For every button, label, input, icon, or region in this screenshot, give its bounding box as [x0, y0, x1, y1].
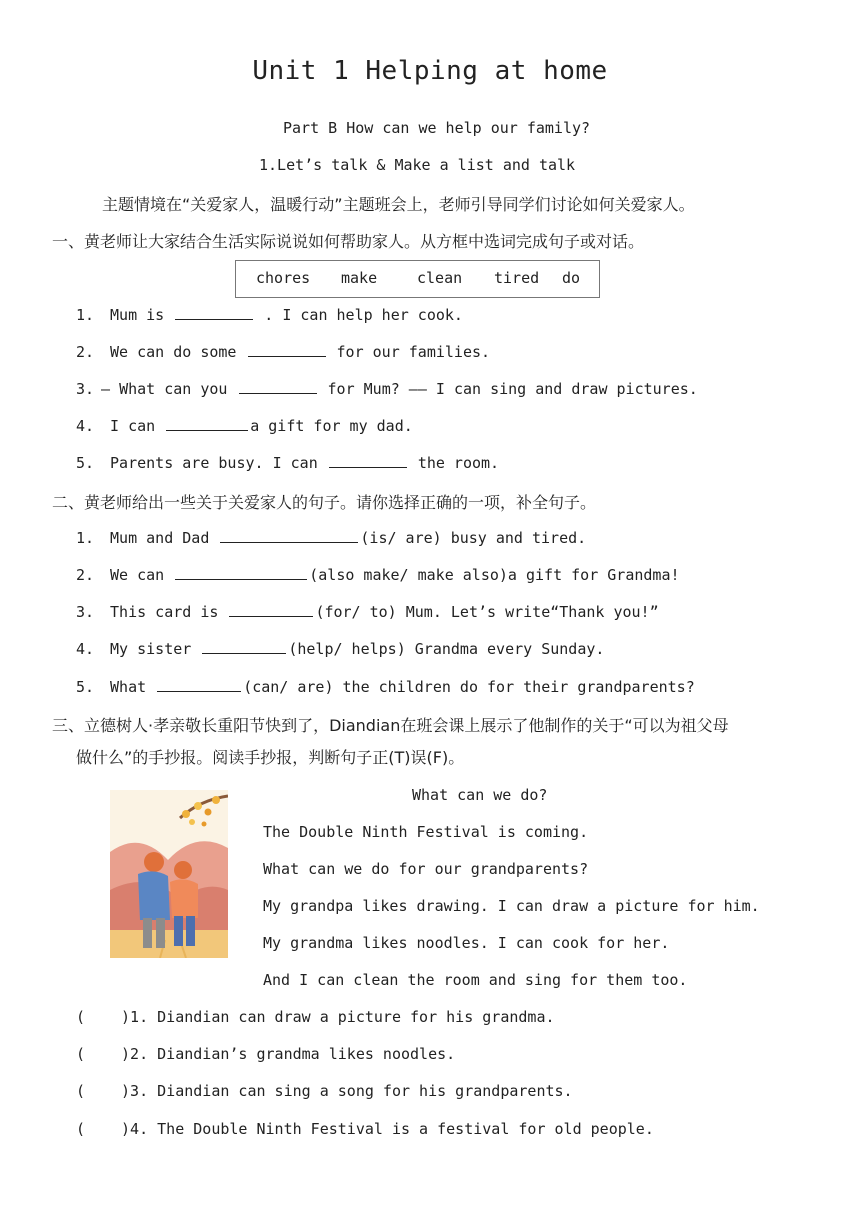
answer-blank[interactable]	[220, 528, 358, 543]
s1-item-5: 5. Parents are busy. I can the room.	[76, 454, 500, 472]
reading-line: What can we do for our grandparents?	[263, 860, 589, 878]
judgment-item: ( )3. Diandian can sing a song for his grandparents.	[76, 1082, 573, 1100]
section2-heading: 二、黄老师给出一些关于关爱家人的句子。请你选择正确的一项，补全句子。	[52, 493, 597, 512]
subtitle: Part B How can we help our family?	[283, 119, 591, 137]
lesson-title: 1.Let’s talk & Make a list and talk	[259, 156, 576, 174]
s2-item-4: 4. My sister (help/ helps) Grandma every Sunday.	[76, 640, 605, 658]
answer-blank[interactable]	[229, 602, 313, 617]
judgment-item: ( )2. Diandian’s grandma likes noodles.	[76, 1045, 456, 1063]
answer-blank[interactable]	[175, 305, 253, 320]
grandparents-illustration	[110, 790, 228, 958]
page-title: Unit 1 Helping at home	[252, 56, 608, 86]
reading-line: The Double Ninth Festival is coming.	[263, 823, 589, 841]
answer-blank[interactable]	[166, 416, 248, 431]
judgment-item: ( )4. The Double Ninth Festival is a festival for old people.	[76, 1120, 654, 1138]
s1-item-4: 4. I can a gift for my dad.	[76, 417, 413, 435]
word-option: tired	[494, 269, 540, 287]
intro-text: 主题情境在“关爱家人，温暖行动”主题班会上，老师引导同学们讨论如何关爱家人。	[102, 195, 695, 214]
reading-title: What can we do?	[412, 786, 548, 804]
s1-item-3: 3. — What can you for Mum? —— I can sing and draw pictures.	[76, 380, 698, 398]
s2-item-3: 3. This card is (for/ to) Mum. Let’s write“Thank you!”	[76, 603, 659, 621]
word-option: do	[562, 269, 581, 287]
section3-heading-line2: 做什么”的手抄报。阅读手抄报，判断句子正(T)误(F)。	[76, 748, 465, 767]
answer-blank[interactable]	[157, 677, 241, 692]
s2-item-5: 5. What (can/ are) the children do for their grandparents?	[76, 678, 695, 696]
s1-item-1: 1. Mum is . I can help her cook.	[76, 306, 463, 324]
answer-blank[interactable]	[202, 639, 286, 654]
judgment-item: ( )1. Diandian can draw a picture for his grandma.	[76, 1008, 555, 1026]
answer-blank[interactable]	[239, 379, 317, 394]
answer-blank[interactable]	[329, 453, 407, 468]
reading-line: And I can clean the room and sing for them too.	[263, 971, 688, 989]
section1-heading: 一、黄老师让大家结合生活实际说说如何帮助家人。从方框中选词完成句子或对话。	[52, 232, 645, 251]
answer-blank[interactable]	[175, 565, 307, 580]
reading-line: My grandpa likes drawing. I can draw a picture for him.	[263, 897, 760, 915]
reading-line: My grandma likes noodles. I can cook for her.	[263, 934, 670, 952]
word-option: clean	[417, 269, 463, 287]
s2-item-1: 1. Mum and Dad (is/ are) busy and tired.	[76, 529, 587, 547]
word-option: chores	[256, 269, 311, 287]
word-box	[235, 260, 600, 298]
answer-blank[interactable]	[248, 342, 326, 357]
word-option: make	[341, 269, 378, 287]
section3-heading-line1: 三、立德树人·孝亲敬长重阳节快到了，Diandian在班会课上展示了他制作的关于“可以为祖父母	[52, 716, 729, 735]
s2-item-2: 2. We can (also make/ make also)a gift for Grandma!	[76, 566, 680, 584]
s1-item-2: 2. We can do some for our families.	[76, 343, 491, 361]
